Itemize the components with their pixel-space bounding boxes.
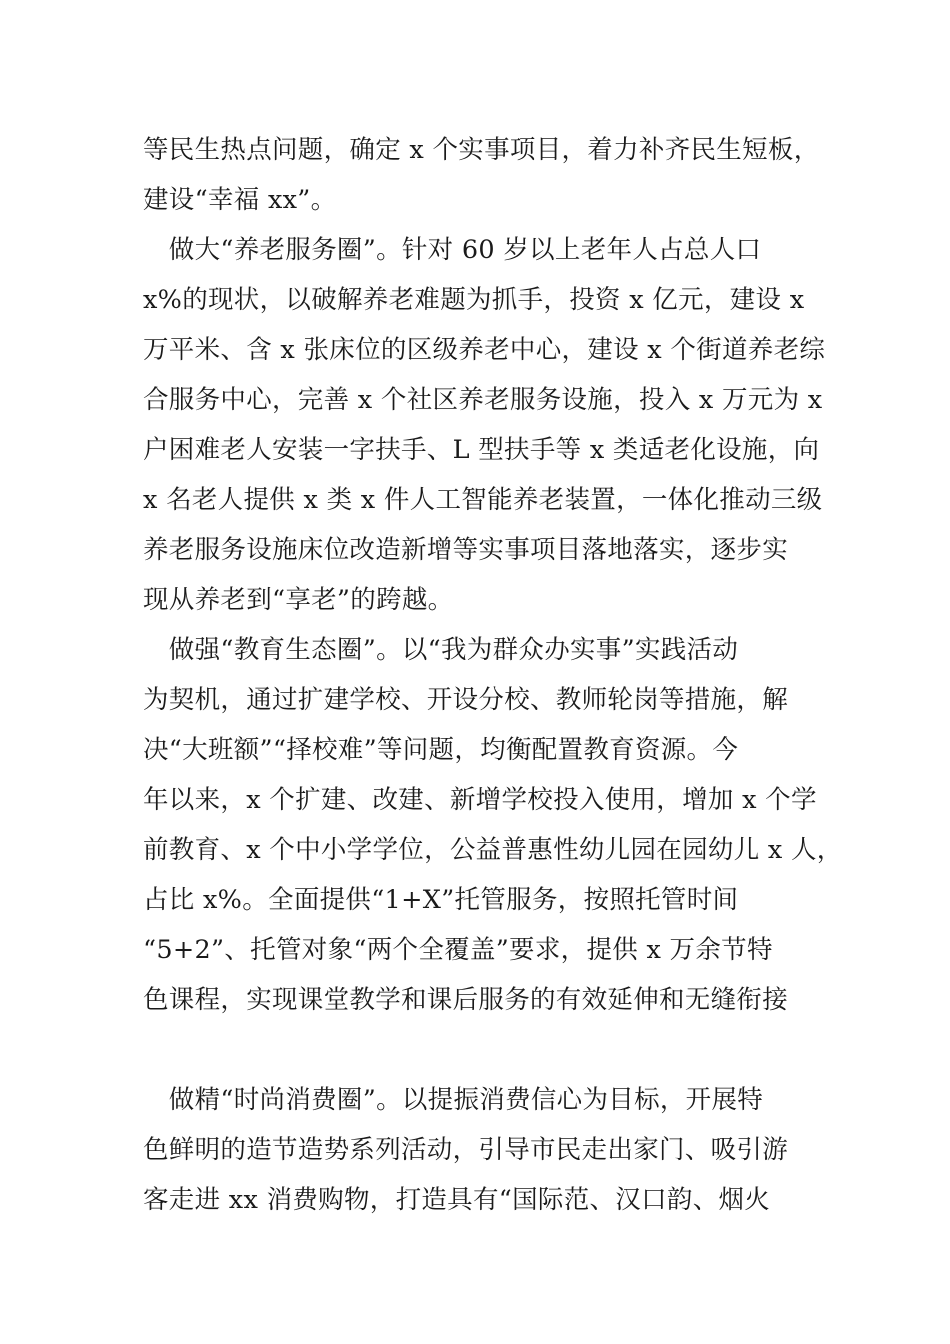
text-line: 户困难老人安装一字扶手、L 型扶手等 x 类适老化设施，向 (143, 435, 820, 465)
text-line: 为契机，通过扩建学校、开设分校、教师轮岗等措施，解 (143, 685, 789, 715)
text-line: x 名老人提供 x 类 x 件人工智能养老装置，一体化推动三级 (143, 485, 823, 515)
text-line: 占比 x%。全面提供“1+X”托管服务，按照托管时间 (143, 885, 739, 915)
text-line: 合服务中心，完善 x 个社区养老服务设施，投入 x 万元为 x (143, 385, 823, 415)
text-line: x%的现状，以破解养老难题为抓手，投资 x 亿元，建设 x (143, 285, 805, 315)
text-line: 前教育、x 个中小学学位，公益普惠性幼儿园在园幼儿 x 人， (143, 835, 843, 865)
text-line: 等民生热点问题，确定 x 个实事项目，着力补齐民生短板， (143, 135, 820, 165)
text-line: 养老服务设施床位改造新增等实事项目落地落实，逐步实 (143, 535, 789, 565)
text-line: 年以来，x 个扩建、改建、新增学校投入使用，增加 x 个学 (143, 785, 817, 815)
text-line: 色课程，实现课堂教学和课后服务的有效延伸和无缝衔接 (143, 985, 789, 1015)
text-line: 决“大班额”“择校难”等问题，均衡配置教育资源。今 (143, 735, 739, 765)
text-line: 万平米、含 x 张床位的区级养老中心，建设 x 个街道养老综 (143, 335, 826, 365)
paragraph-start-line: 做强“教育生态圈”。以“我为群众办实事”实践活动 (143, 635, 739, 665)
paragraph-start-line: 做精“时尚消费圈”。以提振消费信心为目标，开展特 (143, 1085, 764, 1115)
paragraph-start-line: 做大“养老服务圈”。针对 60 岁以上老年人占总人口 (143, 235, 762, 265)
text-line: 现从养老到“享老”的跨越。 (143, 585, 454, 615)
text-line: “5+2”、托管对象“两个全覆盖”要求，提供 x 万余节特 (143, 935, 773, 965)
text-line: 建设“幸福 xx”。 (143, 185, 337, 215)
text-line: 色鲜明的造节造势系列活动，引导市民走出家门、吸引游 (143, 1135, 789, 1165)
text-line: 客走进 xx 消费购物，打造具有“国际范、汉口韵、烟火 (143, 1185, 771, 1215)
